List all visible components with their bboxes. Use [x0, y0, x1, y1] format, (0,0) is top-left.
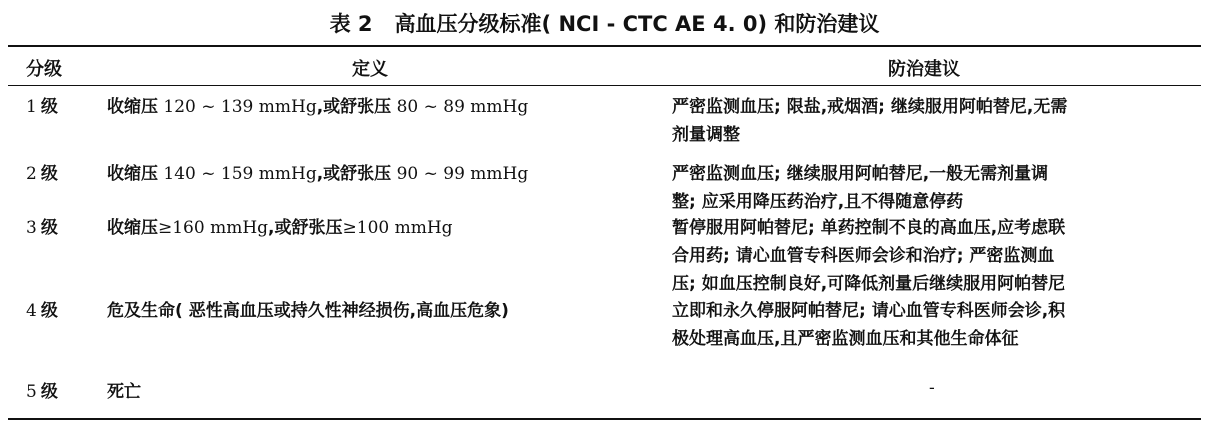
- advice-line: 严密监测血压; 继续服用阿帕替尼,一般无需剂量调: [672, 164, 1049, 184]
- table-number: 表 2: [329, 12, 373, 36]
- def-label: ,或舒张压: [316, 164, 392, 184]
- grade-cell: [26, 160, 58, 188]
- grade-cell: [26, 93, 58, 121]
- advice-line: 整; 应采用降压药治疗,且不得随意停药: [672, 192, 964, 212]
- header-advice: 防治建议: [888, 59, 960, 80]
- grade-cell: [26, 378, 58, 406]
- definition-cell: 死亡: [107, 382, 141, 402]
- advice-line: 暂停服用阿帕替尼; 单药控制不良的高血压,应考虑联: [672, 218, 1066, 238]
- grade-number: 1: [26, 97, 37, 117]
- header-definition: 定义: [352, 59, 388, 80]
- definition-cell: [107, 93, 528, 121]
- header-rule: [8, 85, 1201, 86]
- table-title: [0, 8, 1209, 38]
- definition-cell: [107, 160, 528, 188]
- def-label: ,或舒张压: [316, 97, 392, 117]
- grade-number: 4: [26, 301, 37, 321]
- def-value: 90 ~ 99 mmHg: [391, 164, 529, 184]
- advice-line: 剂量调整: [672, 125, 740, 145]
- advice-line: 压; 如血压控制良好,可降低剂量后继续服用阿帕替尼: [672, 274, 1066, 294]
- grade-unit: 级: [40, 97, 58, 117]
- table-caption: 高血压分级标准( NCI - CTC AE 4. 0) 和防治建议: [394, 12, 880, 36]
- advice-cell: [672, 160, 1197, 216]
- def-value: 80 ~ 89 mmHg: [391, 97, 529, 117]
- advice-cell: [672, 297, 1197, 353]
- advice-line: 合用药; 请心血管专科医师会诊和治疗; 严密监测血: [672, 246, 1055, 266]
- advice-cell: -: [929, 378, 935, 398]
- advice-line: 立即和永久停服阿帕替尼; 请心血管专科医师会诊,积: [672, 301, 1066, 321]
- grade-unit: 级: [40, 164, 58, 184]
- grade-number: 2: [26, 164, 37, 184]
- def-value: 140 ~ 159 mmHg: [158, 164, 317, 184]
- def-label: 收缩压: [107, 218, 158, 238]
- grade-unit: 级: [40, 218, 58, 238]
- grade-number: 3: [26, 218, 37, 238]
- def-value: ≥160 mmHg: [158, 218, 269, 238]
- def-value: 120 ~ 139 mmHg: [158, 97, 317, 117]
- advice-cell: [672, 214, 1197, 298]
- advice-cell: [672, 93, 1197, 149]
- definition-cell: [107, 214, 453, 242]
- definition-cell: 危及生命( 恶性高血压或持久性神经损伤,高血压危象): [107, 301, 509, 321]
- grade-number: 5: [26, 382, 37, 402]
- header-grade: 分级: [26, 59, 62, 80]
- grade-cell: [26, 297, 58, 325]
- bottom-rule: [8, 418, 1201, 420]
- def-value: ≥100 mmHg: [342, 218, 453, 238]
- def-label: 收缩压: [107, 164, 158, 184]
- def-label: ,或舒张压: [268, 218, 343, 238]
- grade-unit: 级: [40, 382, 58, 402]
- grade-cell: [26, 214, 58, 242]
- def-label: 收缩压: [107, 97, 158, 117]
- top-rule: [8, 45, 1201, 47]
- advice-line: 极处理高血压,且严密监测血压和其他生命体征: [672, 329, 1019, 349]
- advice-line: 严密监测血压; 限盐,戒烟酒; 继续服用阿帕替尼,无需: [672, 97, 1068, 117]
- grade-unit: 级: [40, 301, 58, 321]
